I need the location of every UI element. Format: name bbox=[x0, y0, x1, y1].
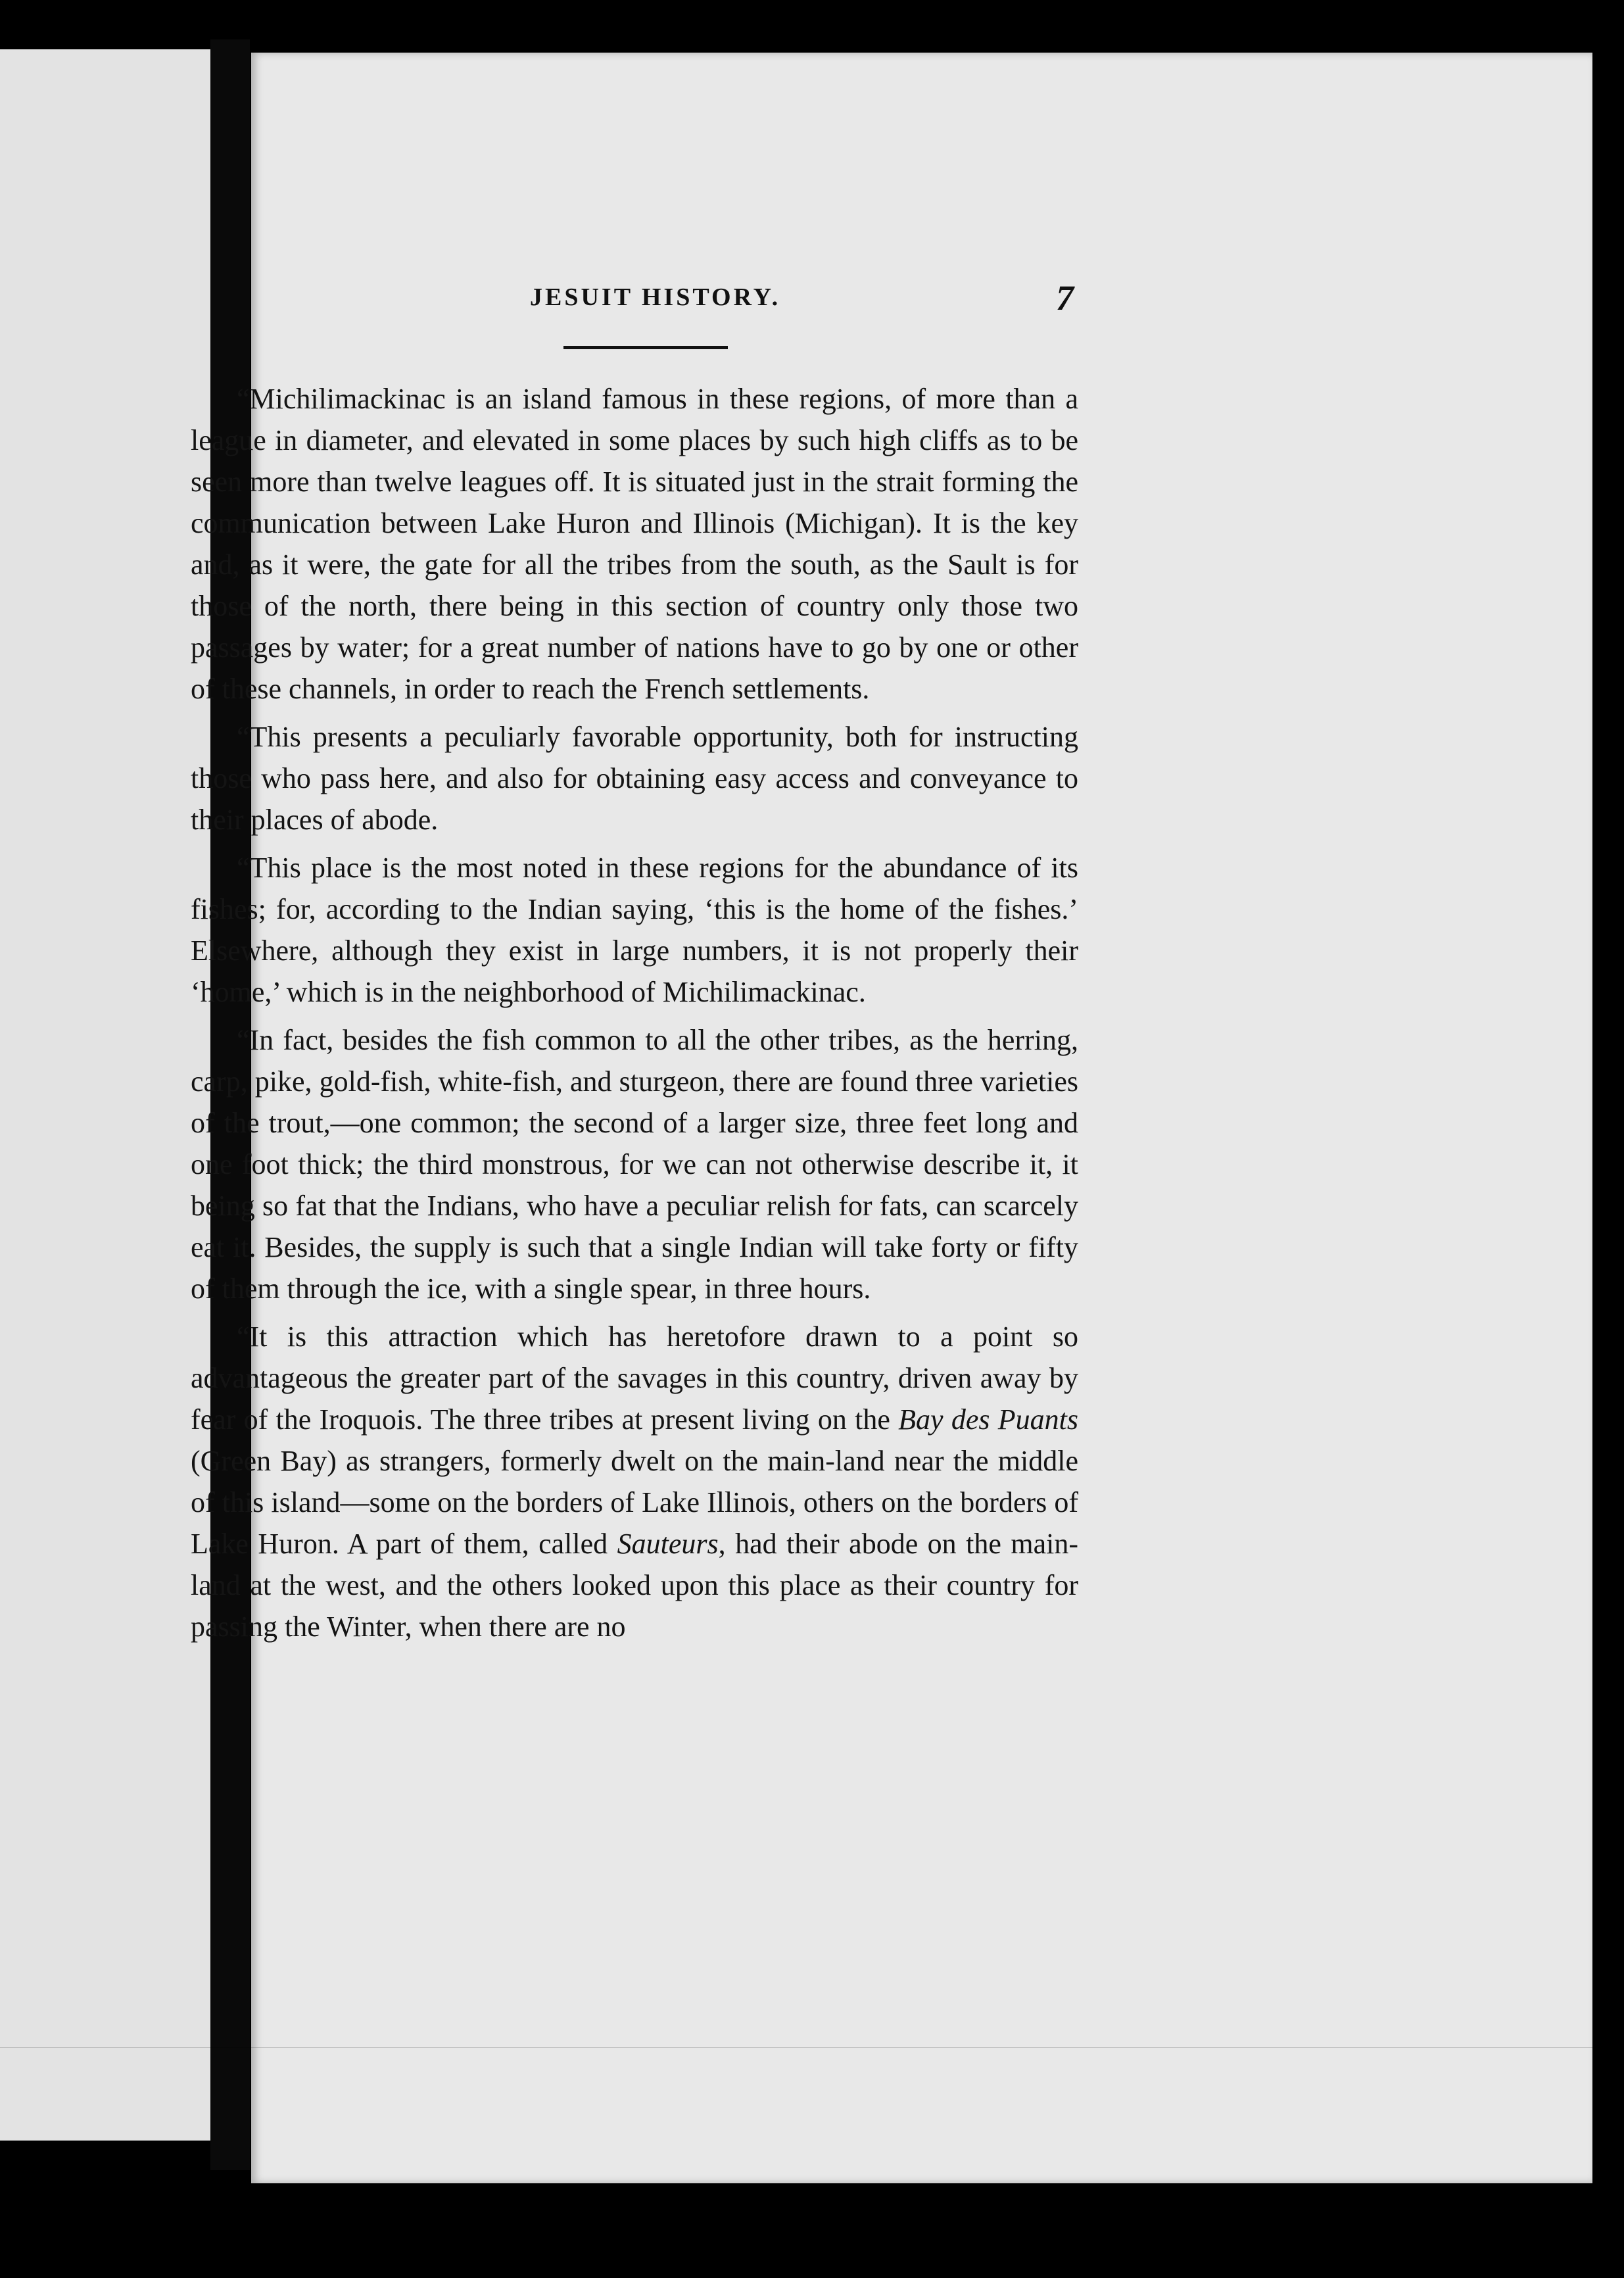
paragraph-michilimackinac-island: “Michilimackinac is an island famous in these regions, of more than a league in diameter, and elevated in some places by such high cliffs as to be seen more than twelve leagues off. It is situated just in the strait forming the communication between Lake Huron and Illinois (Michigan). It is the key and, as it were, the gate for all the tribes from the south, as the Sault is for those of the north, there being in this section of country only those two passages by water; for a great number of nations have to go by one or other of these channels, in order to reach the French settlements. bbox=[191, 383, 1078, 705]
scan-artifact-line bbox=[0, 2047, 1624, 2048]
paragraph-text-segment: “It is this attraction which has heretofore drawn to a point so advantageous the greater part of the savages in this country, driven away by fear of the Iroquois. The three tribes at present living on the bbox=[191, 1321, 1078, 1436]
paragraph-text-segment: , had their abode on the main-land at the west, and the others looked upon this place as their country for passing the Winter, when there are no bbox=[191, 1528, 1078, 1643]
paragraph-attraction bbox=[191, 1316, 1078, 1647]
header-rule bbox=[563, 346, 728, 349]
body-text bbox=[191, 378, 1078, 1654]
left-page-edge bbox=[0, 49, 213, 2141]
paragraph-varieties-of-fish: “In fact, besides the fish common to all the other tribes, as the herring, carp, pike, gold-fish, white-fish, and sturgeon, there are found three varieties of the trout,—one common; the second of a larger size, three feet long and one foot thick; the third monstrous, for we can not otherwise describe it, it being so fat that the Indians, who have a peculiar relish for fats, can scarcely eat it. Besides, the supply is such that a single Indian will take forty or fifty of them through the ice, with a single spear, in three hours. bbox=[191, 1024, 1078, 1305]
italic-tribe-name: Sauteurs bbox=[617, 1528, 719, 1560]
running-head: JESUIT HISTORY. bbox=[530, 283, 781, 311]
paragraph-home-of-fishes: “This place is the most noted in these regions for the abundance of its fishes; for, according to the Indian saying, ‘this is the home of the fishes.’ Elsewhere, although they exist in large numbers, it is not properly their ‘home,’ which is in the neighborhood of Michilimackinac. bbox=[191, 852, 1078, 1008]
page-number: 7 bbox=[1056, 278, 1074, 318]
paragraph-opportunity: “This presents a peculiarly favorable opportunity, both for instructing those who pass here, and also for obtaining easy access and conveyance to their places of abode. bbox=[191, 721, 1078, 836]
paragraph-text-segment: (Green Bay) as strangers, formerly dwelt on the main-land near the middle of this island—some on the borders of Lake Illinois, others on the borders of Lake Huron. A part of them, called bbox=[191, 1445, 1078, 1560]
italic-place-name: Bay des Puants bbox=[898, 1403, 1078, 1436]
